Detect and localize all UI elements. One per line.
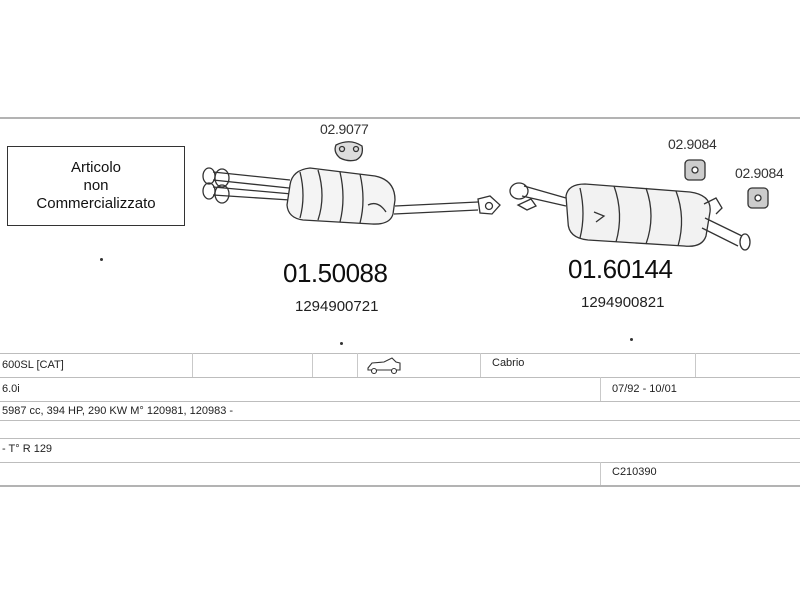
marker-dot-1	[100, 258, 103, 261]
body-type-cell: Cabrio	[492, 357, 525, 369]
type-cell: - T° R 129	[2, 443, 53, 455]
clamp-02-9077-drawing	[335, 142, 362, 161]
mount-02-9084-b-drawing	[748, 188, 768, 208]
front-silencer-drawing	[203, 168, 500, 224]
oem-number-2: 1294900821	[581, 294, 665, 311]
accessory-number-3: 02.9084	[735, 165, 784, 181]
stamp-line-2: non	[83, 177, 109, 194]
engine-cell: 6.0i	[2, 383, 20, 395]
marker-dot-3	[630, 338, 633, 341]
specs-cell: 5987 cc, 394 HP, 290 KW M° 120981, 120983 -	[2, 405, 234, 417]
accessory-number-2: 02.9084	[668, 136, 717, 152]
model-cell: 600SL [CAT]	[2, 359, 64, 371]
part-number-2: 01.60144	[568, 254, 673, 284]
part-number-1: 01.50088	[283, 258, 388, 288]
marker-dot-2	[340, 342, 343, 345]
accessory-number-1: 02.9077	[320, 121, 369, 137]
stamp-line-3: Commercializzato	[36, 195, 156, 212]
cabrio-car-icon	[368, 358, 400, 374]
years-cell: 07/92 - 10/01	[612, 383, 677, 395]
code-cell: C210390	[612, 466, 657, 478]
rear-silencer-drawing	[510, 183, 750, 250]
oem-number-1: 1294900721	[295, 298, 379, 315]
stamp-line-1: Articolo	[70, 159, 122, 176]
mount-02-9084-a-drawing	[685, 160, 705, 180]
